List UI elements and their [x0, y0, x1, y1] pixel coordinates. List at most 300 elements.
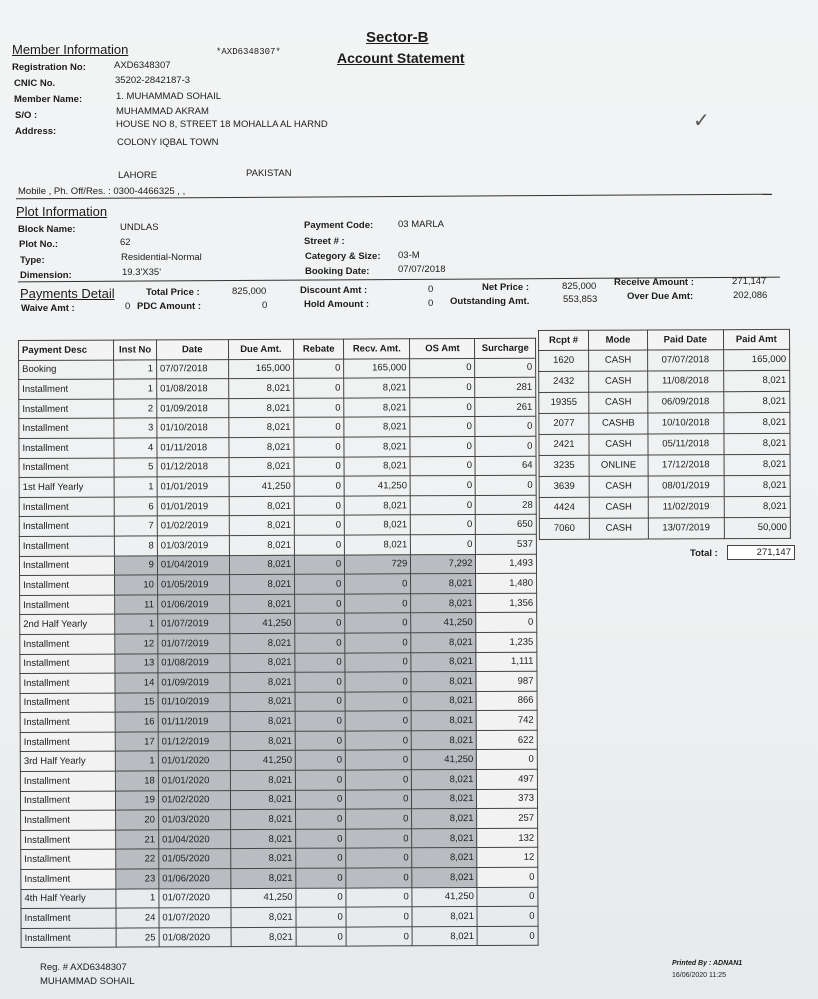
table-row: [20, 613, 537, 635]
cell-paid-amt: 165,000: [723, 349, 790, 370]
cell-surcharge: 1,480: [476, 573, 537, 593]
cell-date: 01/10/2019: [158, 692, 230, 712]
cell-date: 01/01/2020: [158, 751, 230, 771]
cell-surcharge: 1,493: [476, 554, 537, 574]
cell-mode: CASH: [589, 434, 648, 455]
receipts-body: [539, 349, 791, 539]
cell-recv-amt: 8,021: [344, 437, 410, 457]
cell-payment-desc: Installment: [20, 712, 115, 732]
cell-paid-date: 10/10/2018: [648, 412, 724, 433]
waive-label: Waive Amt :: [21, 303, 75, 314]
cell-recv-amt: 0: [345, 594, 411, 614]
overdue-value: 202,086: [733, 290, 768, 301]
cell-paid-date: 11/08/2018: [648, 370, 724, 391]
cell-due-amt: 8,021: [230, 868, 296, 888]
cell-mode: ONLINE: [589, 455, 648, 476]
cell-date: 01/03/2019: [157, 536, 229, 556]
cell-rebate: 0: [294, 378, 344, 398]
cell-os-amt: 41,250: [412, 750, 477, 770]
cell-due-amt: 41,250: [229, 476, 295, 496]
cell-due-amt: 8,021: [228, 378, 294, 398]
cell-os-amt: 8,021: [412, 848, 477, 868]
col-mode: Mode: [589, 330, 648, 350]
cell-payment-desc: Installment: [20, 791, 115, 811]
cell-recv-amt: 0: [346, 829, 412, 849]
cell-date: 07/07/2018: [156, 359, 228, 379]
cell-payment-desc: Installment: [19, 516, 114, 536]
cell-rebate: 0: [294, 398, 344, 418]
cell-date: 01/06/2020: [159, 869, 231, 889]
receive-value: 271,147: [732, 276, 767, 287]
cell-payment-desc: Installment: [21, 810, 116, 830]
cell-rebate: 0: [294, 437, 344, 457]
cell-recv-amt: 165,000: [344, 358, 410, 378]
cell-payment-desc: Installment: [19, 536, 114, 556]
cell-recv-amt: 0: [345, 672, 411, 692]
cell-os-amt: 8,021: [412, 907, 477, 927]
cell-rebate: 0: [295, 653, 345, 673]
address-line1: HOUSE NO 8, STREET 18 MOHALLA AL HARND: [116, 119, 328, 130]
cell-inst-no: 1: [114, 359, 157, 379]
cell-date: 01/03/2020: [158, 810, 230, 830]
cell-due-amt: 8,021: [230, 731, 296, 751]
cell-rcpt-no: 2432: [539, 371, 589, 392]
cell-recv-amt: 8,021: [345, 515, 411, 535]
block-name-value: UNDLAS: [120, 222, 159, 233]
payment-code-label: Payment Code:: [304, 220, 374, 231]
cell-payment-desc: Installment: [19, 379, 114, 399]
cell-payment-desc: Installment: [19, 418, 114, 438]
category-value: 03-M: [398, 250, 420, 261]
cell-rebate: 0: [294, 476, 344, 496]
cell-inst-no: 6: [114, 497, 157, 517]
cell-inst-no: 19: [116, 791, 159, 811]
cell-surcharge: 0: [475, 358, 536, 378]
cell-os-amt: 0: [410, 476, 475, 496]
payments-section-title: Payments Detail: [20, 286, 115, 301]
footer-reg: Reg. # AXD6348307: [40, 962, 127, 973]
cell-rebate: 0: [295, 555, 345, 575]
cell-payment-desc: Installment: [20, 654, 115, 674]
cell-inst-no: 16: [115, 712, 158, 732]
cell-payment-desc: Installment: [21, 830, 116, 850]
cell-due-amt: 8,021: [229, 535, 295, 555]
table-row: [539, 454, 790, 476]
cell-os-amt: 0: [411, 534, 476, 554]
cell-inst-no: 25: [116, 928, 159, 948]
cell-paid-amt: 8,021: [724, 433, 791, 454]
cell-date: 01/01/2019: [157, 496, 229, 516]
cell-inst-no: 14: [115, 673, 158, 693]
table-row: [539, 349, 790, 371]
cell-due-amt: 8,021: [228, 437, 294, 457]
cell-surcharge: 261: [475, 397, 536, 417]
cell-due-amt: 8,021: [230, 712, 296, 732]
cell-surcharge: 1,356: [476, 593, 537, 613]
cell-rebate: 0: [294, 457, 344, 477]
cell-payment-desc: Installment: [20, 771, 115, 791]
cell-date: 01/05/2020: [159, 849, 231, 869]
cell-os-amt: 41,250: [411, 613, 476, 633]
cell-payment-desc: Installment: [21, 850, 116, 870]
cell-paid-date: 17/12/2018: [648, 454, 724, 475]
waive-value: 0: [125, 301, 131, 312]
cell-recv-amt: 0: [345, 574, 411, 594]
cell-surcharge: 987: [476, 671, 537, 691]
cell-paid-amt: 50,000: [724, 517, 791, 538]
cell-payment-desc: 2nd Half Yearly: [20, 614, 115, 634]
total-price-label: Total Price :: [146, 287, 200, 298]
cell-surcharge: 0: [477, 750, 538, 770]
cell-payment-desc: Installment: [19, 497, 114, 517]
cell-os-amt: 8,021: [412, 828, 477, 848]
table-row: [21, 926, 538, 948]
schedule-body: [19, 358, 539, 948]
cell-os-amt: 8,021: [411, 593, 476, 613]
table-row: [539, 496, 790, 518]
cell-surcharge: 622: [477, 730, 538, 750]
table-row: [539, 433, 790, 455]
cell-inst-no: 12: [115, 634, 158, 654]
reg-no-label: Registration No:: [12, 62, 86, 73]
cell-mode: CASHB: [589, 413, 648, 434]
cell-date: 01/04/2019: [157, 555, 229, 575]
cell-payment-desc: Installment: [19, 438, 114, 458]
cell-os-amt: 0: [410, 378, 475, 398]
cell-date: 01/12/2019: [158, 731, 230, 751]
cell-os-amt: 8,021: [411, 574, 476, 594]
cell-due-amt: 41,250: [229, 614, 295, 634]
cell-surcharge: 0: [476, 613, 537, 633]
cell-os-amt: 8,021: [411, 711, 476, 731]
cell-inst-no: 11: [115, 595, 158, 615]
receipts-table: [538, 329, 791, 540]
cell-recv-amt: 0: [346, 927, 412, 947]
col-rcpt: Rcpt #: [539, 330, 589, 350]
table-row: [20, 750, 537, 772]
cell-os-amt: 8,021: [411, 652, 476, 672]
table-row: [19, 417, 536, 439]
cell-paid-date: 06/09/2018: [648, 391, 724, 412]
cell-rebate: 0: [294, 515, 344, 535]
address-line2: COLONY IQBAL TOWN: [117, 137, 219, 148]
cell-surcharge: 64: [475, 456, 536, 476]
discount-label: Discount Amt :: [300, 285, 368, 296]
cell-rebate: 0: [294, 359, 344, 379]
cell-surcharge: 0: [477, 906, 538, 926]
cell-rebate: 0: [295, 731, 345, 751]
cell-os-amt: 8,021: [412, 770, 477, 790]
cell-date: 01/02/2020: [158, 790, 230, 810]
cell-rebate: 0: [295, 692, 345, 712]
cell-paid-date: 07/07/2018: [647, 349, 723, 370]
col-inst-no: Inst No: [114, 340, 157, 360]
cell-payment-desc: Installment: [19, 458, 114, 478]
payment-code-value: 03 MARLA: [398, 219, 444, 230]
table-row: [539, 517, 790, 539]
plot-section-title: Plot Information: [16, 204, 108, 219]
cell-inst-no: 22: [116, 849, 159, 869]
sector-title: Sector-B: [366, 29, 429, 46]
cell-inst-no: 7: [114, 516, 157, 536]
cell-recv-amt: 0: [346, 907, 412, 927]
table-row: [20, 789, 537, 811]
cnic-label: CNIC No.: [14, 78, 56, 89]
table-row: [19, 554, 536, 576]
table-row: [19, 377, 536, 399]
cell-date: 01/11/2018: [157, 438, 229, 458]
table-row: [539, 391, 790, 413]
cell-recv-amt: 0: [345, 711, 411, 731]
cell-recv-amt: 8,021: [344, 378, 410, 398]
cell-rcpt-no: 4424: [539, 497, 589, 518]
cell-os-amt: 8,021: [412, 730, 477, 750]
cell-surcharge: 373: [477, 789, 538, 809]
cell-date: 01/07/2019: [158, 614, 230, 634]
cell-recv-amt: 41,250: [344, 476, 410, 496]
cell-due-amt: 8,021: [229, 653, 295, 673]
table-row: [539, 370, 790, 392]
cell-payment-desc: Installment: [20, 693, 115, 713]
cell-recv-amt: 0: [345, 652, 411, 672]
cell-inst-no: 8: [115, 536, 158, 556]
cell-date: 01/04/2020: [159, 829, 231, 849]
cell-os-amt: 0: [410, 417, 475, 437]
table-header-row: [539, 329, 790, 350]
cell-date: 01/09/2019: [158, 673, 230, 693]
table-header-row: [19, 338, 536, 360]
cell-inst-no: 15: [115, 693, 158, 713]
cell-inst-no: 23: [116, 869, 159, 889]
cell-recv-amt: 729: [345, 554, 411, 574]
cell-os-amt: 8,021: [411, 632, 476, 652]
cell-recv-amt: 0: [345, 613, 411, 633]
cell-date: 01/08/2020: [159, 927, 231, 947]
cell-due-amt: 8,021: [229, 516, 295, 536]
cell-inst-no: 24: [116, 908, 159, 928]
table-row: [19, 475, 536, 497]
cell-recv-amt: 0: [346, 770, 412, 790]
cell-payment-desc: Installment: [19, 399, 114, 419]
cell-paid-amt: 8,021: [723, 370, 790, 391]
cell-payment-desc: Installment: [20, 595, 115, 615]
cell-due-amt: 8,021: [230, 810, 296, 830]
booking-date-label: Booking Date:: [305, 266, 370, 277]
cell-rebate: 0: [296, 790, 346, 810]
outstanding-value: 553,853: [563, 294, 598, 305]
cell-surcharge: 281: [475, 377, 536, 397]
cell-os-amt: 0: [410, 436, 475, 456]
cell-surcharge: 0: [475, 417, 536, 437]
cell-due-amt: 8,021: [230, 849, 296, 869]
table-row: [20, 671, 537, 693]
col-paid-date: Paid Date: [647, 330, 723, 350]
table-row: [19, 358, 536, 380]
type-label: Type:: [20, 255, 45, 266]
receipts-total-value: 271,147: [727, 545, 795, 560]
table-row: [20, 632, 537, 654]
cell-rebate: 0: [295, 613, 345, 633]
cell-inst-no: 1: [115, 751, 158, 771]
col-due-amt: Due Amt.: [228, 339, 294, 359]
cell-rebate: 0: [296, 927, 346, 947]
col-os-amt: OS Amt: [410, 339, 475, 359]
cell-rebate: 0: [294, 496, 344, 516]
dimension-label: Dimension:: [20, 270, 72, 281]
street-label: Street # :: [304, 236, 345, 247]
cell-rebate: 0: [294, 417, 344, 437]
overdue-label: Over Due Amt:: [627, 291, 694, 302]
cell-date: 01/08/2019: [158, 653, 230, 673]
table-row: [19, 436, 536, 458]
cell-payment-desc: Installment: [21, 869, 116, 889]
cell-rcpt-no: 1620: [539, 350, 589, 371]
cell-payment-desc: 4th Half Yearly: [21, 889, 116, 909]
table-row: [19, 515, 536, 537]
table-row: [20, 593, 537, 615]
cell-due-amt: 8,021: [229, 457, 295, 477]
table-row: [20, 711, 537, 733]
cell-rcpt-no: 3639: [539, 476, 589, 497]
cell-surcharge: 12: [477, 848, 538, 868]
cell-mode: CASH: [589, 476, 648, 497]
cell-os-amt: 8,021: [412, 926, 477, 946]
so-label: S/O :: [15, 110, 38, 121]
cell-rebate: 0: [296, 888, 346, 908]
cell-mode: CASH: [589, 350, 648, 371]
table-row: [21, 808, 538, 830]
cell-surcharge: 28: [476, 495, 537, 515]
col-surcharge: Surcharge: [475, 338, 536, 358]
col-payment-desc: Payment Desc: [19, 340, 114, 360]
col-paid-amt: Paid Amt: [723, 329, 790, 349]
table-row: [20, 691, 537, 713]
cell-os-amt: 8,021: [412, 789, 477, 809]
cell-recv-amt: 0: [346, 868, 412, 888]
cell-date: 01/09/2018: [157, 398, 229, 418]
cell-os-amt: 7,292: [411, 554, 476, 574]
table-row: [21, 828, 538, 850]
cell-mode: CASH: [589, 392, 648, 413]
category-label: Category & Size:: [305, 251, 381, 262]
cell-os-amt: 41,250: [412, 887, 477, 907]
table-row: [21, 867, 538, 889]
cell-recv-amt: 0: [346, 809, 412, 829]
check-mark-icon: ✓: [693, 110, 710, 132]
cell-inst-no: 17: [115, 732, 158, 752]
pdc-value: 0: [262, 300, 268, 311]
reg-stamp: *AXD6348307*: [216, 47, 281, 57]
outstanding-label: Outstanding Amt.: [450, 296, 530, 307]
table-row: [20, 573, 537, 595]
cell-recv-amt: 0: [345, 691, 411, 711]
cell-due-amt: 8,021: [230, 770, 296, 790]
cell-rebate: 0: [296, 907, 346, 927]
cell-inst-no: 10: [115, 575, 158, 595]
cell-os-amt: 8,021: [412, 809, 477, 829]
cell-surcharge: 0: [478, 926, 539, 946]
cell-date: 01/07/2019: [158, 633, 230, 653]
mobile-line: Mobile , Ph. Off/Res. : 0300-4466325 , ,: [18, 186, 186, 197]
cell-date: 01/12/2018: [157, 457, 229, 477]
cell-due-amt: 165,000: [228, 359, 294, 379]
cell-surcharge: 537: [476, 534, 537, 554]
table-row: [21, 848, 538, 870]
cell-due-amt: 8,021: [228, 418, 294, 438]
printed-at: 16/06/2020 11:25: [672, 972, 726, 979]
cell-os-amt: 0: [411, 515, 476, 535]
cell-recv-amt: 8,021: [344, 496, 410, 516]
cell-date: 01/11/2019: [158, 712, 230, 732]
cell-date: 01/05/2019: [157, 575, 229, 595]
receive-label: Receive Amount :: [614, 277, 694, 288]
statement-title: Account Statement: [337, 50, 465, 66]
cell-payment-desc: Installment: [20, 732, 115, 752]
cell-paid-amt: 8,021: [724, 496, 791, 517]
receipts-total-label: Total :: [690, 548, 718, 559]
cell-recv-amt: 0: [346, 750, 412, 770]
cell-paid-date: 08/01/2019: [648, 475, 724, 496]
cell-rcpt-no: 2077: [539, 413, 589, 434]
cell-rcpt-no: 2421: [539, 434, 589, 455]
table-row: [21, 906, 538, 928]
cell-due-amt: 8,021: [229, 594, 295, 614]
cell-surcharge: 742: [477, 711, 538, 731]
cell-inst-no: 1: [114, 477, 157, 497]
address-label: Address:: [15, 126, 57, 137]
cell-payment-desc: Installment: [20, 634, 115, 654]
table-row: [539, 475, 790, 497]
member-name-label: Member Name:: [14, 94, 83, 105]
booking-date-value: 07/07/2018: [398, 264, 446, 275]
cell-date: 01/01/2019: [157, 477, 229, 497]
table-row: [539, 412, 790, 434]
cell-rebate: 0: [294, 535, 344, 555]
cell-rebate: 0: [295, 574, 345, 594]
cell-surcharge: 0: [477, 887, 538, 907]
cell-paid-date: 13/07/2019: [648, 517, 724, 538]
hold-value: 0: [428, 298, 434, 309]
table-row: [21, 887, 538, 909]
cell-surcharge: 1,111: [476, 652, 537, 672]
cell-rcpt-no: 7060: [539, 518, 589, 539]
printed-by: Printed By : ADNAN1: [672, 960, 743, 967]
cell-rebate: 0: [295, 672, 345, 692]
cell-due-amt: 8,021: [230, 908, 296, 928]
cell-mode: CASH: [589, 518, 648, 539]
cell-mode: CASH: [589, 371, 648, 392]
cell-date: 01/08/2018: [157, 379, 229, 399]
type-value: Residential-Normal: [121, 252, 202, 263]
cell-date: 01/10/2018: [157, 418, 229, 438]
cell-surcharge: 866: [477, 691, 538, 711]
cell-rebate: 0: [296, 770, 346, 790]
cell-payment-desc: 1st Half Yearly: [19, 477, 114, 497]
cell-inst-no: 18: [116, 771, 159, 791]
cell-inst-no: 3: [114, 418, 157, 438]
cell-os-amt: 8,021: [412, 868, 477, 888]
cell-due-amt: 8,021: [229, 574, 295, 594]
cell-os-amt: 0: [410, 397, 475, 417]
table-row: [20, 769, 537, 791]
cell-rebate: 0: [296, 829, 346, 849]
country: PAKISTAN: [246, 168, 292, 179]
cell-payment-desc: Booking: [19, 360, 114, 380]
cell-payment-desc: Installment: [21, 928, 116, 948]
table-row: [19, 534, 536, 556]
cell-rebate: 0: [295, 594, 345, 614]
cell-inst-no: 9: [115, 555, 158, 575]
